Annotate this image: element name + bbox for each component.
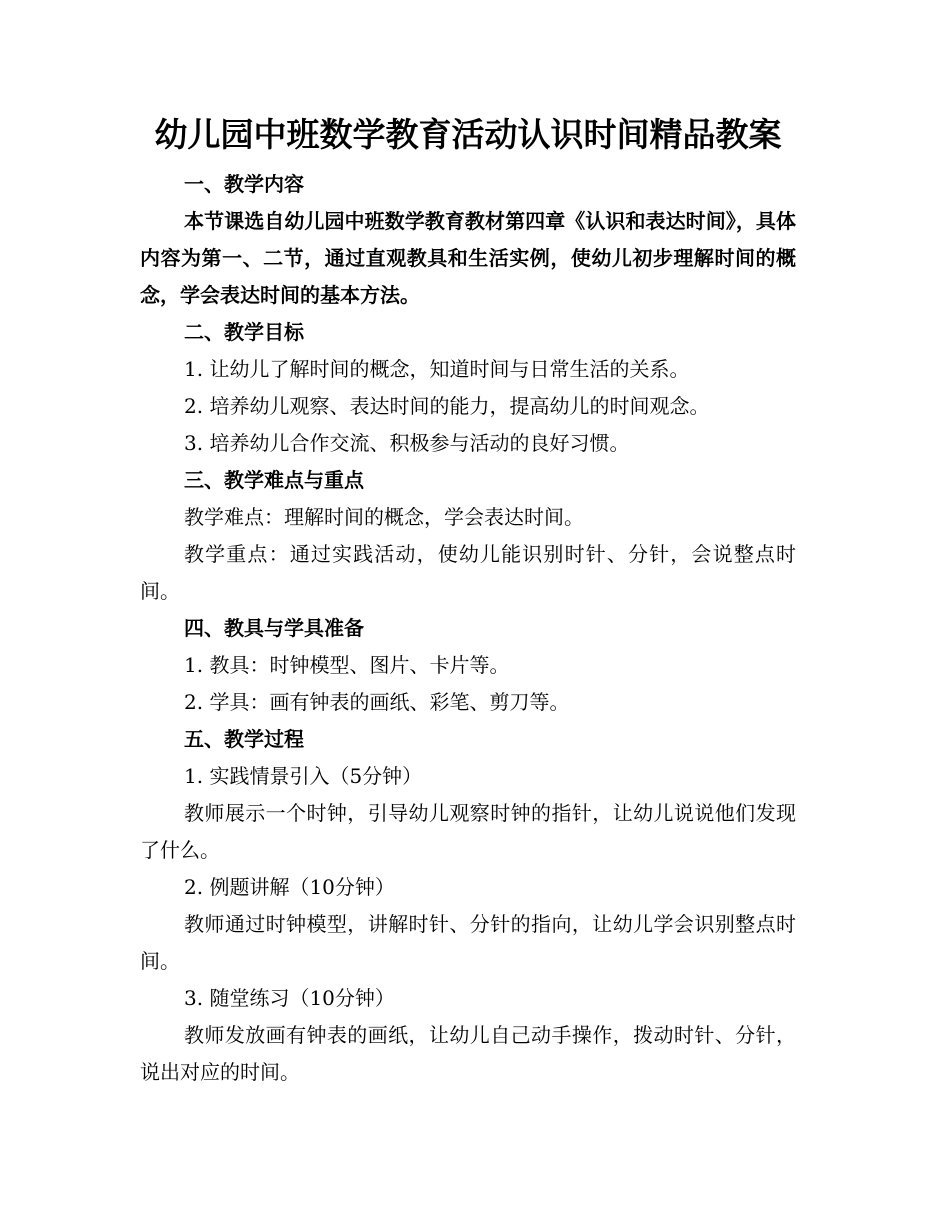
materials-item-2: 2. 学具：画有钟表的画纸、彩笔、剪刀等。 xyxy=(184,690,570,714)
goal-item-3: 3. 培养幼儿合作交流、积极参与活动的良好习惯。 xyxy=(184,431,630,455)
section-heading-goals: 二、教学目标 xyxy=(184,320,304,344)
content-paragraph: 本节课选自幼儿园中班数学教育教材第四章《认识和表达时间》，具体内容为第一、二节，通过直观教具和生活实例，使幼儿初步理解时间的概念，学会表达时间的基本方法。 xyxy=(140,209,796,307)
materials-item-1: 1. 教具：时钟模型、图片、卡片等。 xyxy=(184,653,510,677)
section-heading-materials: 四、教具与学具准备 xyxy=(184,616,364,640)
goal-item-1: 1. 让幼儿了解时间的概念，知道时间与日常生活的关系。 xyxy=(184,357,690,381)
document-title: 幼儿园中班数学教育活动认识时间精品教案 xyxy=(154,115,782,154)
process-step-1-title: 1. 实践情景引入（5分钟） xyxy=(184,764,423,788)
section-heading-difficulty: 三、教学难点与重点 xyxy=(184,468,364,492)
goal-item-2: 2. 培养幼儿观察、表达时间的能力，提高幼儿的时间观念。 xyxy=(184,394,710,418)
section-heading-content: 一、教学内容 xyxy=(184,172,304,196)
document-page xyxy=(140,108,796,1091)
section-heading-process: 五、教学过程 xyxy=(184,727,304,751)
process-step-3-title: 3. 随堂练习（10分钟） xyxy=(184,986,395,1010)
process-step-2-description: 教师通过时钟模型，讲解时针、分针的指向，让幼儿学会识别整点时间。 xyxy=(140,912,796,973)
process-step-2-title: 2. 例题讲解（10分钟） xyxy=(184,875,395,899)
process-step-1-description: 教师展示一个时钟，引导幼儿观察时钟的指针，让幼儿说说他们发现了什么。 xyxy=(140,801,796,862)
difficulty-paragraph: 教学难点：理解时间的概念，学会表达时间。 xyxy=(184,505,584,529)
key-point-paragraph: 教学重点：通过实践活动，使幼儿能识别时针、分针，会说整点时间。 xyxy=(140,542,796,603)
process-step-3-description: 教师发放画有钟表的画纸，让幼儿自己动手操作，拨动时针、分针，说出对应的时间。 xyxy=(140,1023,796,1084)
